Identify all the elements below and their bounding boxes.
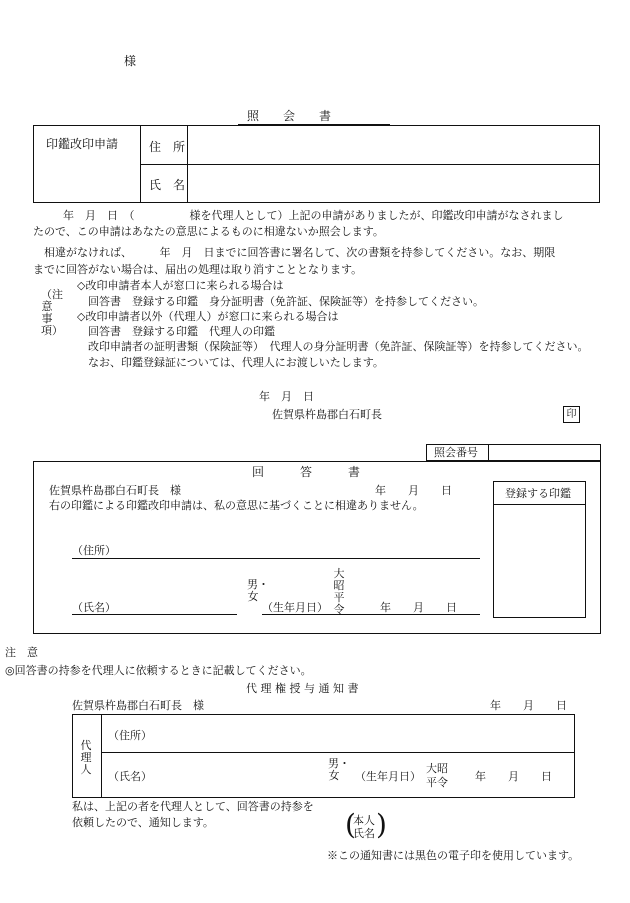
- issuer: 佐賀県杵島郡白石町長: [272, 408, 382, 421]
- inquiry-paragraph-3: 相違がなければ、 年 月 日までに回答書に署名して、次の書類を持参してください。なお、期限: [33, 246, 556, 259]
- proxy-statement-1: 私は、上記の者を代理人として、回答書の持参を: [72, 800, 314, 813]
- proxy-statement-2: 依頼したので、通知します。: [72, 816, 214, 829]
- inquiry-title: 照 会 書: [247, 109, 332, 123]
- reply-addressee: 佐賀県杵島郡白石町長 様: [49, 484, 181, 497]
- seal-mark: 印: [563, 406, 580, 423]
- proxy-side-label: 代理人: [80, 739, 92, 776]
- inquiry-number-divider: [488, 444, 489, 461]
- reply-name-label[interactable]: （氏名）: [72, 601, 116, 614]
- proxy-title: 代 理 権 授 与 通 知 書: [246, 682, 359, 695]
- reply-title: 回 答 書: [252, 465, 361, 479]
- proxy-era[interactable]: 大昭: [426, 762, 448, 775]
- note-line: なお、印鑑登録証については、代理人にお渡しいたします。: [88, 356, 384, 369]
- inquiry-paragraph-4: までに回答がない場合は、届出の処理は取り消すこととなります。: [33, 263, 363, 276]
- proxy-era-2[interactable]: 平令: [426, 776, 448, 789]
- reply-address-label[interactable]: （住所）: [72, 544, 116, 557]
- notes-label: （注意事項）: [41, 288, 63, 337]
- note-line: 回答書 登録する印鑑 代理人の印鑑: [88, 325, 275, 338]
- name-label: 氏 名: [149, 178, 186, 192]
- proxy-table: [72, 714, 575, 798]
- reply-birth-date[interactable]: 年 月 日: [380, 601, 457, 614]
- reply-name-line: [72, 614, 237, 615]
- proxy-table-divider: [101, 714, 102, 798]
- inquiry-paragraph-1: 年 月 日 （ 様を代理人として）上記の申請がありましたが、印鑑改印申請がなされまし: [52, 209, 564, 222]
- proxy-gender[interactable]: 男・女: [328, 757, 350, 782]
- reply-gender[interactable]: 男・女: [247, 578, 269, 603]
- address-label: 住 所: [149, 140, 186, 154]
- seal-box-label: 登録する印鑑: [505, 487, 571, 500]
- inquiry-date: 年 月 日: [259, 390, 314, 403]
- reply-statement: 右の印鑑による印鑑改印申請は、私の意思に基づくことに相違ありません。: [49, 499, 424, 512]
- seal-box: [493, 481, 586, 618]
- reply-date: 年 月 日: [375, 484, 452, 497]
- proxy-table-divider: [101, 752, 575, 753]
- reply-birth-line: [262, 614, 480, 615]
- table-divider: [140, 164, 600, 165]
- principal-label-2: 氏名: [353, 827, 375, 840]
- proxy-birth-label: （生年月日）: [355, 770, 421, 783]
- note-line: ◎回答書の持参を代理人に依頼するときに記載してください。: [5, 664, 312, 677]
- proxy-date: 年 月 日: [490, 699, 567, 712]
- note-line: 回答書 登録する印鑑 身分証明書（免許証、保険証等）を持参してください。: [88, 295, 484, 308]
- proxy-address-label[interactable]: （住所）: [108, 729, 152, 742]
- footer-note: ※この通知書には黒色の電子印を使用しています。: [327, 849, 580, 862]
- principal-label-1: 本人: [353, 814, 375, 827]
- addressee-suffix: 様: [124, 54, 137, 68]
- principal-right-paren: ): [376, 808, 387, 841]
- note-line: ◇改印申請者以外（代理人）が窓口に来られる場合は: [77, 310, 339, 323]
- note-title: 注 意: [5, 646, 38, 659]
- reply-era[interactable]: 大昭平令: [333, 567, 345, 616]
- note-line: ◇改印申請者本人が窓口に来られる場合は: [77, 279, 284, 292]
- inquiry-paragraph-2: たので、この申請はあなたの意思によるものに相違ないか照会します。: [33, 225, 384, 238]
- table-left-label: 印鑑改印申請: [46, 137, 119, 151]
- inquiry-number-label: 照会番号: [434, 446, 478, 459]
- proxy-birth-date[interactable]: 年 月 日: [475, 770, 552, 783]
- reply-birth-label: （生年月日）: [262, 601, 328, 614]
- proxy-addressee: 佐賀県杵島郡白石町長 様: [72, 699, 204, 712]
- principal-left-paren: (: [345, 808, 356, 841]
- note-line: 改印申請者の証明書類（保険証等） 代理人の身分証明書（免許証、保険証等）を持参してください。: [88, 340, 589, 353]
- proxy-name-label[interactable]: （氏名）: [108, 770, 152, 783]
- seal-box-divider: [493, 504, 586, 505]
- reply-address-line: [72, 558, 480, 559]
